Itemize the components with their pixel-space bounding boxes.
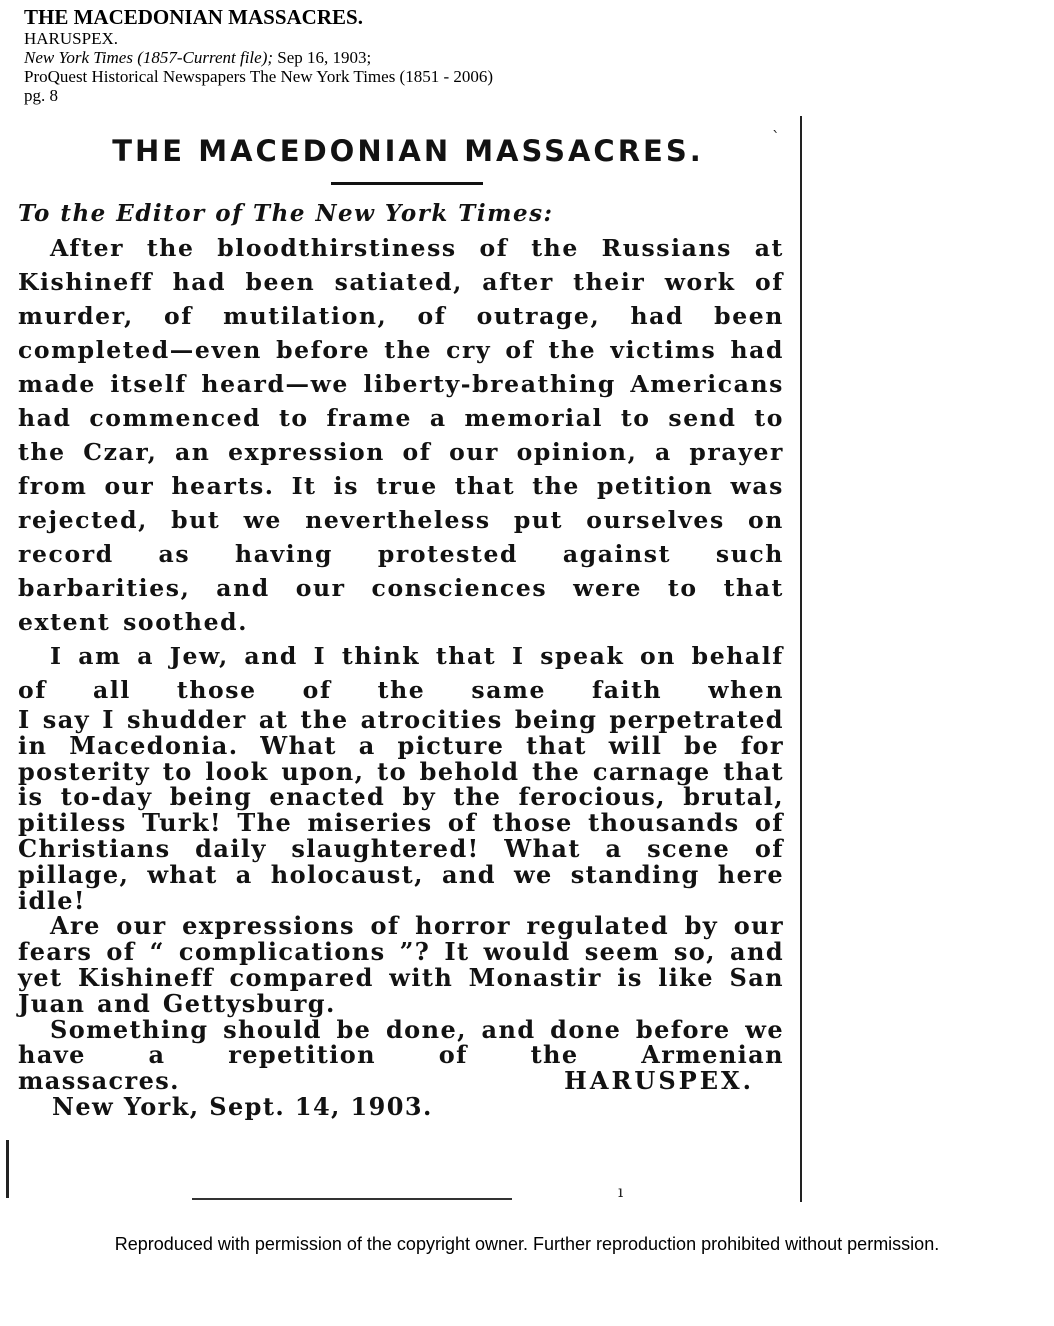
citation-title: THE MACEDONIAN MASSACRES.: [24, 5, 363, 29]
stray-mark: `: [772, 128, 780, 147]
closing-word: massacres.: [18, 1066, 180, 1096]
article: [18, 126, 784, 1120]
headline: THE MACEDONIAN MASSACRES.: [112, 134, 704, 168]
citation-database: ProQuest Historical Newspapers The New York Times (1851 - 2006): [24, 67, 494, 86]
column-rule: [800, 116, 802, 1202]
paragraph: Something should be done, and done before we have a repetition of the Armenian: [18, 1014, 784, 1070]
paragraph: I am a Jew, and I think that I speak on behalf of all those of the same faith when: [18, 642, 784, 704]
copyright-notice: Reproduced with permission of the copyright owner. Further reproduction prohibited without permission.: [114, 1234, 940, 1254]
citation-page: pg. 8: [24, 86, 58, 105]
headline-rule: [331, 182, 483, 185]
paragraph: After the bloodthirstiness of the Russians at Kishineff had been satiated, after their work of murder, of mutilation, of outrage, had been completed—even before the cry of the victims had made itself heard—we liberty-breathing Americans had commenced to frame a memorial to send to the Czar, an expression of our opinion, a prayer from our hearts. It is true that the petition was rejected, but we nevertheless put ourselves on record as having protested against such barbarities, and our consciences were to that extent soothed.: [18, 234, 784, 636]
left-edge-mark: [6, 1140, 9, 1198]
signature: HARUSPEX.: [564, 1066, 754, 1096]
dateline: New York, Sept. 14, 1903.: [52, 1092, 433, 1122]
signature-line: [18, 1068, 784, 1094]
footer-rule: [192, 1198, 512, 1200]
citation-date: Sep 16, 1903;: [273, 48, 372, 67]
salutation: To the Editor of The New York Times:: [18, 200, 554, 227]
citation-author: HARUSPEX.: [24, 29, 118, 48]
stray-mark: ı: [618, 1182, 624, 1201]
citation-source: [24, 48, 493, 67]
citation-publication: New York Times (1857-Current file);: [24, 48, 274, 67]
citation-header: [24, 6, 493, 105]
paragraph: Are our expressions of horror regulated by our fears of “ complications ”? It would seem so, and yet Kishineff compared with Monastir is like San Juan and Gettysburg.: [18, 911, 784, 1018]
paragraph: I say I shudder at the atrocities being perpetrated in Macedonia. What a picture that will be for posterity to look upon, to behold the carnage that is to-day being enacted by the ferocious, brutal, pitiless Turk! The miseries of those thousands of Christians daily slaughtered! What a scene of pillage, what a holocaust, and we standing here idle!: [18, 705, 784, 915]
